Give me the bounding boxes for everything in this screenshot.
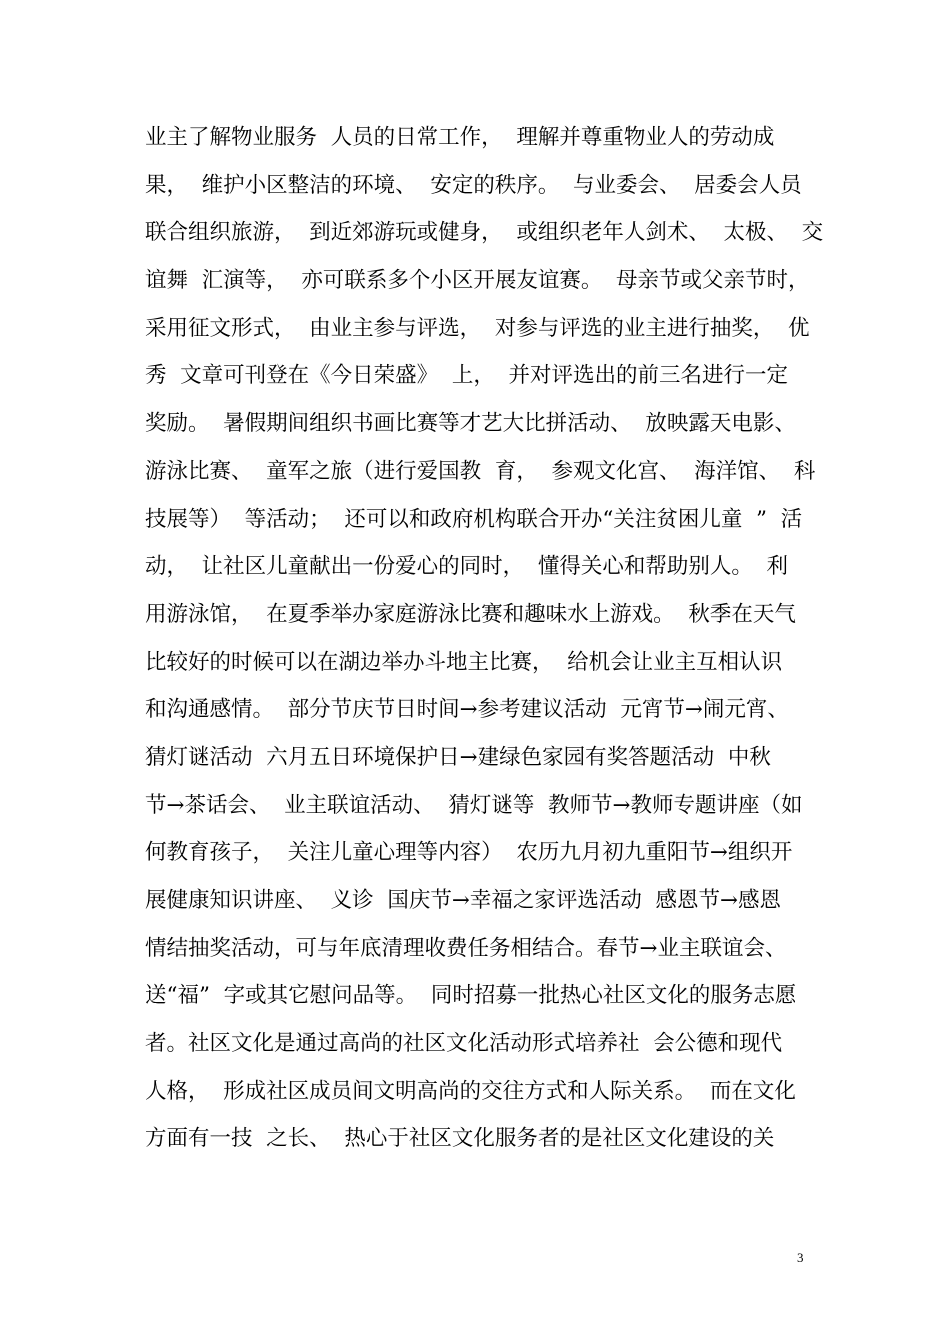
text-line: 联合组织旅游， 到近郊游玩或健身， 或组织老年人剑术、 太极、 交 <box>145 220 824 246</box>
text-line: 游泳比赛、 童军之旅（进行爱国教 育， 参观文化宫、 海洋馆、 科 <box>145 458 816 484</box>
text-line: 节→茶话会、 业主联谊活动、 猜灯谜等 教师节→教师专题讲座（如 <box>145 792 803 818</box>
text-line: 采用征文形式， 由业主参与评选， 对参与评选的业主进行抽奖， 优 <box>145 315 810 341</box>
text-line: 业主了解物业服务 人员的日常工作， 理解并尊重物业人的劳动成 <box>145 125 775 150</box>
text-line: 果， 维护小区整洁的环境、 安定的秩序。 与业委会、 居委会人员 <box>145 172 802 198</box>
text-line: 谊舞 汇演等， 亦可联系多个小区开展友谊赛。 母亲节或父亲节时， <box>145 268 810 294</box>
text-line: 情结抽奖活动，可与年底清理收费任务相结合。春节→业主联谊会、 <box>145 935 787 961</box>
text-line: 秀 文章可刊登在《今日荣盛》 上， 并对评选出的前三名进行一定 <box>145 363 789 389</box>
text-line: 猜灯谜活动 六月五日环境保护日→建绿色家园有奖答题活动 中秋 <box>145 744 771 770</box>
text-line: 送“福” 字或其它慰问品等。 同时招募一批热心社区文化的服务志愿 <box>145 983 797 1009</box>
text-line: 动， 让社区儿童献出一份爱心的同时， 懂得关心和帮助别人。 利 <box>145 554 789 580</box>
text-line: 用游泳馆， 在夏季举办家庭游泳比赛和趣味水上游戏。 秋季在天气 <box>145 601 796 627</box>
body-paragraph <box>145 114 824 1163</box>
text-line: 奖励。 暑假期间组织书画比赛等才艺大比拼活动、 放映露天电影、 <box>145 411 796 437</box>
text-line: 技展等） 等活动； 还可以和政府机构联合开办“关注贫困儿童 ” 活 <box>145 506 803 532</box>
text-line: 者。社区文化是通过高尚的社区文化活动形式培养社 会公德和现代 <box>145 1031 783 1057</box>
text-line: 方面有一技 之长、 热心于社区文化服务者的是社区文化建设的关 <box>145 1126 775 1152</box>
page-number: 3 <box>797 1250 804 1265</box>
text-line: 何教育孩子， 关注儿童心理等内容） 农历九月初九重阳节→组织开 <box>145 840 793 866</box>
text-line: 展健康知识讲座、 义诊 国庆节→幸福之家评选活动 感恩节→感恩 <box>145 888 782 913</box>
text-line: 和沟通感情。 部分节庆节日时间→参考建议活动 元宵节→闹元宵、 <box>145 697 789 723</box>
text-line: 人格， 形成社区成员间文明高尚的交往方式和人际关系。 而在文化 <box>145 1078 796 1104</box>
text-line: 比较好的时候可以在湖边举办斗地主比赛， 给机会让业主互相认识 <box>145 649 783 675</box>
